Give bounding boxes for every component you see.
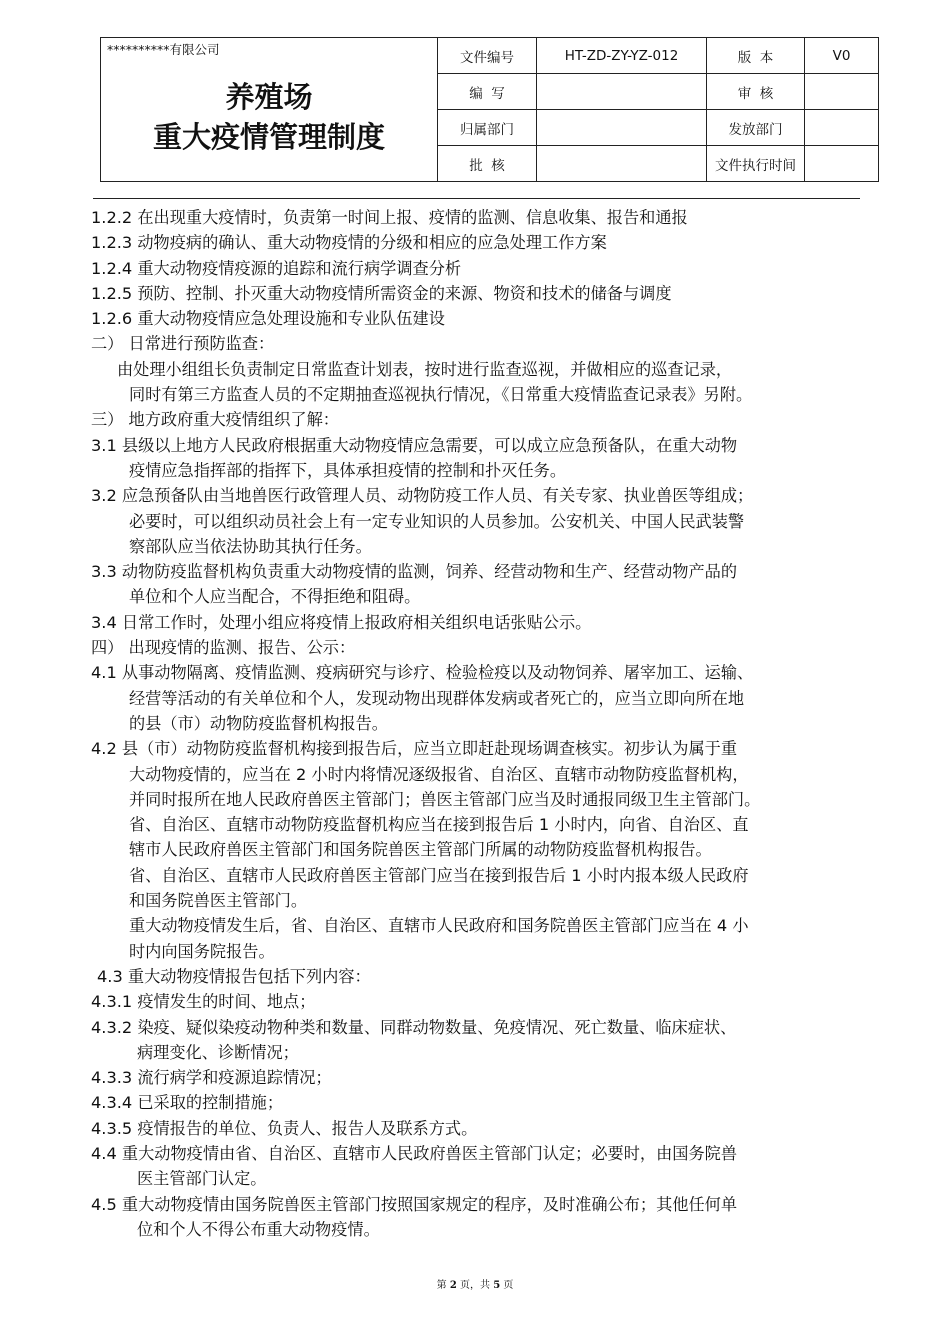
body-text-line: 必要时，可以组织动员社会上有一定专业知识的人员参加。公安机关、中国人民武装警 bbox=[129, 511, 745, 531]
body-text-line: 大动物疫情的，应当在 2 小时内将情况逐级报省、自治区、直辖市动物防疫监督机构， bbox=[129, 764, 749, 784]
body-text-line: 重大动物疫情发生后，省、自治区、直辖市人民政府和国务院兽医主管部门应当在 4 小 bbox=[129, 916, 749, 936]
body-text-line: 位和个人不得公布重大动物疫情。 bbox=[137, 1219, 380, 1239]
document-body bbox=[91, 205, 866, 1242]
author-label: 编 写 bbox=[438, 74, 537, 110]
body-text-line: 和国务院兽医主管部门。 bbox=[129, 891, 308, 911]
footer-page-number: 2 bbox=[449, 1280, 457, 1291]
body-text-line: 4.3.3 流行病学和疫源追踪情况； bbox=[91, 1068, 332, 1088]
body-text-line: 4.3.4 已采取的控制措施； bbox=[91, 1093, 284, 1113]
body-text-line: 4.2 县（市）动物防疫监督机构接到报告后，应当立即赶赴现场调查核实。初步认为属于重 bbox=[91, 739, 738, 759]
document-title-line2: 重大疫情管理制度 bbox=[152, 119, 385, 154]
body-text-line: 4.3.5 疫情报告的单位、负责人、报告人及联系方式。 bbox=[91, 1118, 478, 1138]
footer-prefix: 第 bbox=[436, 1280, 447, 1291]
issuing-dept-value bbox=[805, 110, 879, 146]
footer-total-pages: 5 bbox=[493, 1280, 501, 1291]
version-label: 版 本 bbox=[707, 38, 805, 74]
body-text-line: 1.2.3 动物疫病的确认、重大动物疫情的分级和相应的应急处理工作方案 bbox=[91, 233, 607, 253]
body-text-line: 二） 日常进行预防监查： bbox=[91, 334, 275, 354]
body-text-line: 三） 地方政府重大疫情组织了解： bbox=[91, 410, 339, 430]
body-text-line: 省、自治区、直辖市人民政府兽医主管部门应当在接到报告后 1 小时内报本级人民政府 bbox=[129, 865, 749, 885]
body-text-line: 4.1 从事动物隔离、疫情监测、疫病研究与诊疗、检验检疫以及动物饲养、屠宰加工、运输、 bbox=[91, 663, 754, 683]
body-text-line: 察部队应当依法协助其执行任务。 bbox=[129, 536, 372, 556]
body-text-line: 疫情应急指挥部的指挥下，具体承担疫情的控制和扑灭任务。 bbox=[129, 460, 567, 480]
body-text-line: 1.2.4 重大动物疫情疫源的追踪和流行病学调查分析 bbox=[91, 258, 462, 278]
file-number-value: HT-ZD-ZY-YZ-012 bbox=[537, 38, 707, 74]
approver-label: 批 核 bbox=[438, 146, 537, 182]
file-number-label: 文件编号 bbox=[438, 38, 537, 74]
effective-date-label: 文件执行时间 bbox=[707, 146, 805, 182]
page-footer bbox=[0, 1276, 950, 1291]
document-title-line1: 养殖场 bbox=[225, 79, 313, 114]
body-text-line: 1.2.2 在出现重大疫情时，负责第一时间上报、疫情的监测、信息收集、报告和通报 bbox=[91, 208, 688, 227]
body-text-line: 医主管部门认定。 bbox=[137, 1169, 267, 1189]
body-text-line: 四） 出现疫情的监测、报告、公示： bbox=[91, 638, 356, 658]
body-text-line: 4.3.2 染疫、疑似染疫动物种类和数量、同群动物数量、免疫情况、死亡数量、临床症状、 bbox=[91, 1017, 737, 1037]
body-text-line: 单位和个人应当配合，不得拒绝和阻碍。 bbox=[129, 587, 421, 607]
body-text-line: 省、自治区、直辖市动物防疫监督机构应当在接到报告后 1 小时内，向省、自治区、直 bbox=[129, 815, 749, 835]
body-text-line: 1.2.6 重大动物疫情应急处理设施和专业队伍建设 bbox=[91, 309, 445, 329]
body-text-line: 3.2 应急预备队由当地兽医行政管理人员、动物防疫工作人员、有关专家、执业兽医等组成； bbox=[91, 486, 754, 506]
reviewer-value bbox=[805, 74, 879, 110]
company-title-cell bbox=[101, 38, 438, 182]
effective-date-value bbox=[805, 146, 879, 182]
body-text-line: 1.2.5 预防、控制、扑灭重大动物疫情所需资金的来源、物资和技术的储备与调度 bbox=[91, 283, 672, 303]
body-text-line: 4.5 重大动物疫情由国务院兽医主管部门按照国家规定的程序，及时准确公布；其他任何单 bbox=[91, 1194, 738, 1214]
body-text-line: 3.4 日常工作时，处理小组应将疫情上报政府相关组织电话张贴公示。 bbox=[91, 612, 592, 632]
owner-dept-label: 归属部门 bbox=[438, 110, 537, 146]
approver-value bbox=[537, 146, 707, 182]
body-text-line: 3.3 动物防疫监督机构负责重大动物疫情的监测，饲养、经营动物和生产、经营动物产品的 bbox=[91, 562, 738, 582]
author-value bbox=[537, 74, 707, 110]
footer-middle: 页，共 bbox=[460, 1280, 490, 1291]
header-divider bbox=[93, 198, 860, 199]
body-text-line: 4.4 重大动物疫情由省、自治区、直辖市人民政府兽医主管部门认定；必要时，由国务院兽 bbox=[91, 1143, 738, 1163]
body-text-line: 4.3 重大动物疫情报告包括下列内容： bbox=[97, 966, 371, 986]
body-text-line: 病理变化、诊断情况； bbox=[137, 1042, 299, 1062]
body-text-line: 4.3.1 疫情发生的时间、地点； bbox=[91, 992, 316, 1012]
owner-dept-value bbox=[537, 110, 707, 146]
version-value: V0 bbox=[805, 38, 879, 74]
body-text-line: 时内向国务院报告。 bbox=[129, 941, 275, 961]
body-text-line: 辖市人民政府兽医主管部门和国务院兽医主管部门所属的动物防疫监督机构报告。 bbox=[129, 840, 712, 860]
company-name: **********有限公司 bbox=[107, 42, 220, 57]
body-text-line: 并同时报所在地人民政府兽医主管部门；兽医主管部门应当及时通报同级卫生主管部门。 bbox=[129, 789, 761, 809]
issuing-dept-label: 发放部门 bbox=[707, 110, 805, 146]
body-text-line: 的县（市）动物防疫监督机构报告。 bbox=[129, 713, 388, 733]
body-text-line: 由处理小组组长负责制定日常监查计划表，按时进行监查巡视，并做相应的巡查记录， bbox=[117, 359, 733, 379]
footer-suffix: 页 bbox=[503, 1280, 514, 1291]
body-text-line: 同时有第三方监查人员的不定期抽查巡视执行情况，《日常重大疫情监查记录表》另附。 bbox=[129, 385, 753, 405]
document-header-table bbox=[100, 37, 879, 182]
body-text-line: 经营等活动的有关单位和个人，发现动物出现群体发病或者死亡的，应当立即向所在地 bbox=[129, 688, 745, 708]
reviewer-label: 审 核 bbox=[707, 74, 805, 110]
body-text-line: 3.1 县级以上地方人民政府根据重大动物疫情应急需要，可以成立应急预备队，在重大动物 bbox=[91, 435, 738, 455]
